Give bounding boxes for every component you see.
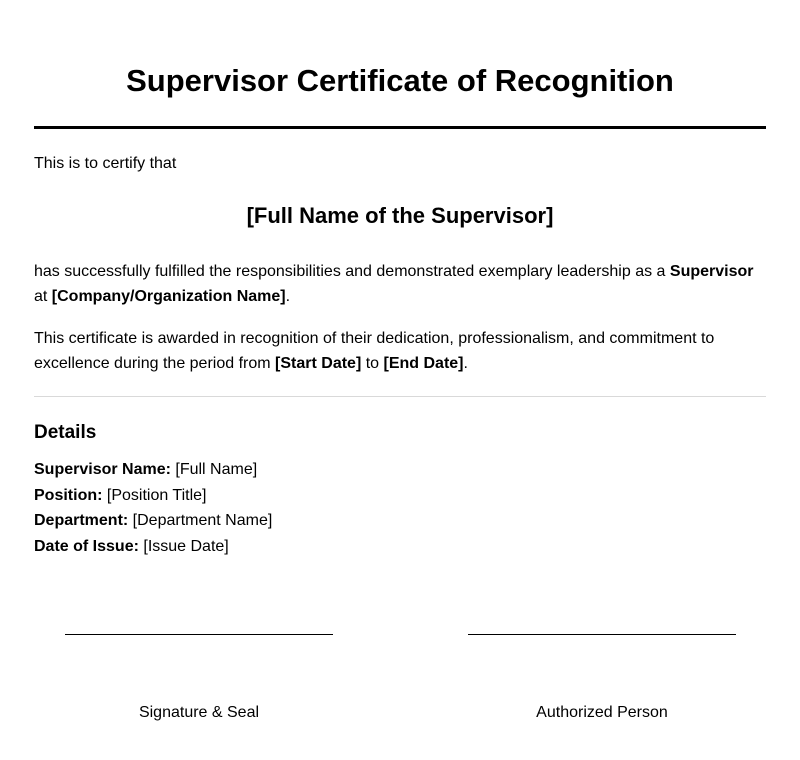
title-divider — [34, 126, 766, 129]
detail-label: Supervisor Name: — [34, 461, 171, 478]
organization-name: [Company/Organization Name] — [51, 288, 286, 305]
details-heading: Details — [34, 422, 97, 443]
start-date: [Start Date] — [275, 355, 362, 372]
recipient-name: [Full Name of the Supervisor] — [246, 203, 554, 228]
detail-label: Department: — [34, 512, 129, 530]
recognition-text-b: to — [361, 355, 384, 372]
signature-line — [65, 634, 333, 635]
achievement-text-c: . — [285, 288, 291, 305]
recognition-text-a: This certificate is awarded in recognition of their dedication, professionalism, and commitment to excellence during the period from — [34, 330, 715, 372]
detail-value: [Department Name] — [128, 512, 273, 530]
end-date: [End Date] — [383, 355, 464, 372]
detail-date-of-issue — [34, 534, 272, 560]
detail-value: [Issue Date] — [138, 538, 229, 556]
achievement-text-a: has successfully fulfilled the responsibilities and demonstrated exemplary leadership as a — [34, 263, 670, 280]
certify-intro: This is to certify that — [34, 155, 177, 172]
detail-label: Position: — [34, 486, 103, 504]
detail-label: Date of Issue: — [34, 538, 139, 556]
detail-supervisor-name — [34, 457, 272, 483]
section-divider — [34, 396, 766, 397]
authorized-person-block — [468, 618, 736, 723]
achievement-paragraph — [34, 259, 766, 309]
recognition-text-c: . — [463, 355, 468, 372]
detail-position — [34, 483, 272, 509]
signature-line — [468, 634, 736, 635]
detail-department — [34, 508, 272, 534]
authorized-person-label: Authorized Person — [536, 704, 668, 721]
details-list — [34, 457, 272, 560]
role-title: Supervisor — [669, 263, 754, 280]
achievement-text-b: at — [34, 288, 52, 305]
certificate-page — [34, 0, 766, 760]
detail-value: [Position Title] — [102, 486, 207, 504]
signature-seal-block — [65, 618, 333, 723]
signature-seal-label: Signature & Seal — [138, 704, 260, 721]
certificate-title: Supervisor Certificate of Recognition — [126, 63, 674, 98]
detail-value: [Full Name] — [170, 461, 258, 478]
recognition-paragraph — [34, 326, 766, 376]
